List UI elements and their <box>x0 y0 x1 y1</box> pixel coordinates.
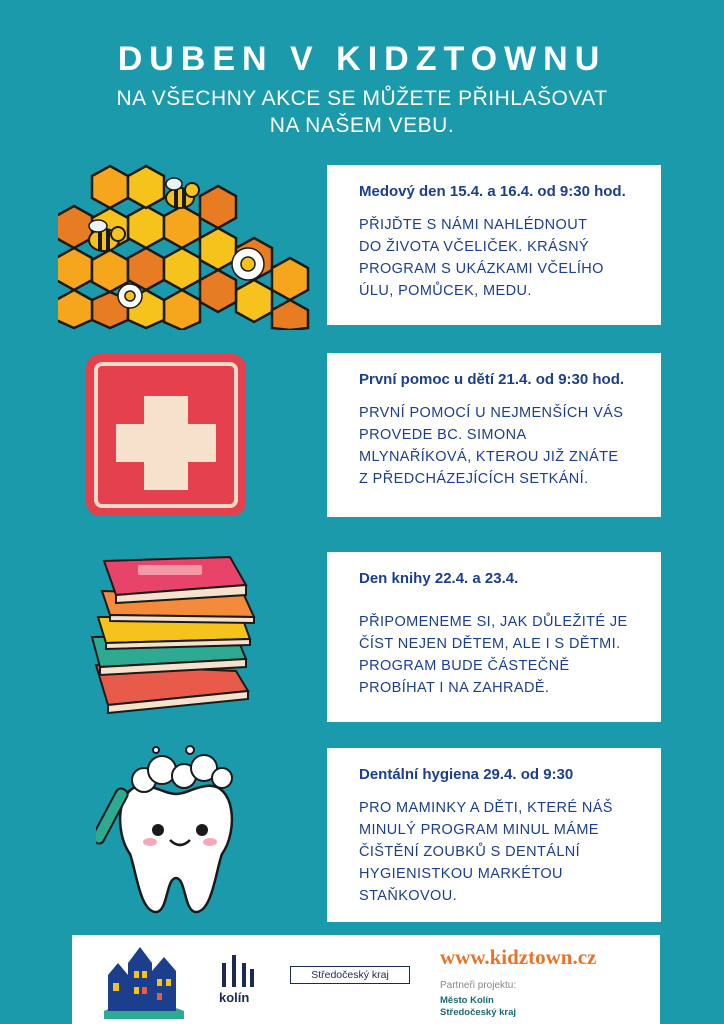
event-title: Dentální hygiena 29.4. od 9:30 <box>359 766 574 783</box>
partner-region: Středočeský kraj <box>440 1007 517 1018</box>
event-card-book-day <box>327 552 661 722</box>
event-title: Den knihy 22.4. a 23.4. <box>359 570 519 587</box>
page-title: DUBEN V KIDZTOWNU <box>117 40 607 78</box>
subtitle-line-1: NA VŠECHNY AKCE SE MŮŽETE PŘIHLAŠOVAT <box>116 87 608 110</box>
event-description: PŘIJĎTE S NÁMI NAHLÉDNOUT DO ŽIVOTA VČELIČEK. KRÁSNÝ PROGRAM S UKÁZKAMI VČELÍHO ÚLU, POMŮCEK, MEDU. <box>359 217 604 299</box>
kidztown-logo <box>102 941 186 1019</box>
kolin-logo-icon <box>220 955 256 987</box>
book-stack-icon <box>86 555 258 715</box>
first-aid-cross-icon <box>84 352 248 518</box>
event-description: PŘIPOMENEME SI, JAK DŮLEŽITÉ JE ČÍST NEJEN DĚTEM, ALE I S DĚTMI. PROGRAM BUDE ČÁSTEČNĚ PROBÍHAT I NA ZAHRADĚ. <box>359 614 628 696</box>
event-description: PRVNÍ POMOCÍ U NEJMENŠÍCH VÁS PROVEDE BC. SIMONA MLYNAŘÍKOVÁ, KTEROU JIŽ ZNÁTE Z PŘEDCHÁZEJÍCÍCH SETKÁNÍ. <box>359 405 624 487</box>
partner-city: Město Kolín <box>440 995 494 1006</box>
page-subtitle <box>70 85 654 139</box>
region-logo: Středočeský kraj <box>290 966 410 984</box>
event-title: Medový den 15.4. a 16.4. od 9:30 hod. <box>359 183 626 200</box>
event-title: První pomoc u dětí 21.4. od 9:30 hod. <box>359 371 625 388</box>
event-card-dental-hygiene <box>327 748 661 922</box>
website-link[interactable]: www.kidztown.cz <box>440 945 597 969</box>
event-card-honey-day <box>327 165 661 325</box>
tooth-toothbrush-icon <box>96 742 256 918</box>
honeycomb-bees-icon <box>58 160 320 330</box>
kolin-logo-label: kolín <box>219 990 250 1005</box>
footer-partners-bar <box>72 935 660 1024</box>
event-description: PRO MAMINKY A DĚTI, KTERÉ NÁŠ MINULÝ PROGRAM MINUL MÁME ČIŠTĚNÍ ZOUBKŮ S DENTÁLNÍ HYGIENISTKOU MARKÉTOU STAŇKOVOU. <box>359 800 613 904</box>
partners-label: Partneři projektu: <box>440 980 517 991</box>
subtitle-line-2: NA NAŠEM VEBU. <box>269 114 455 137</box>
event-card-first-aid <box>327 353 661 517</box>
